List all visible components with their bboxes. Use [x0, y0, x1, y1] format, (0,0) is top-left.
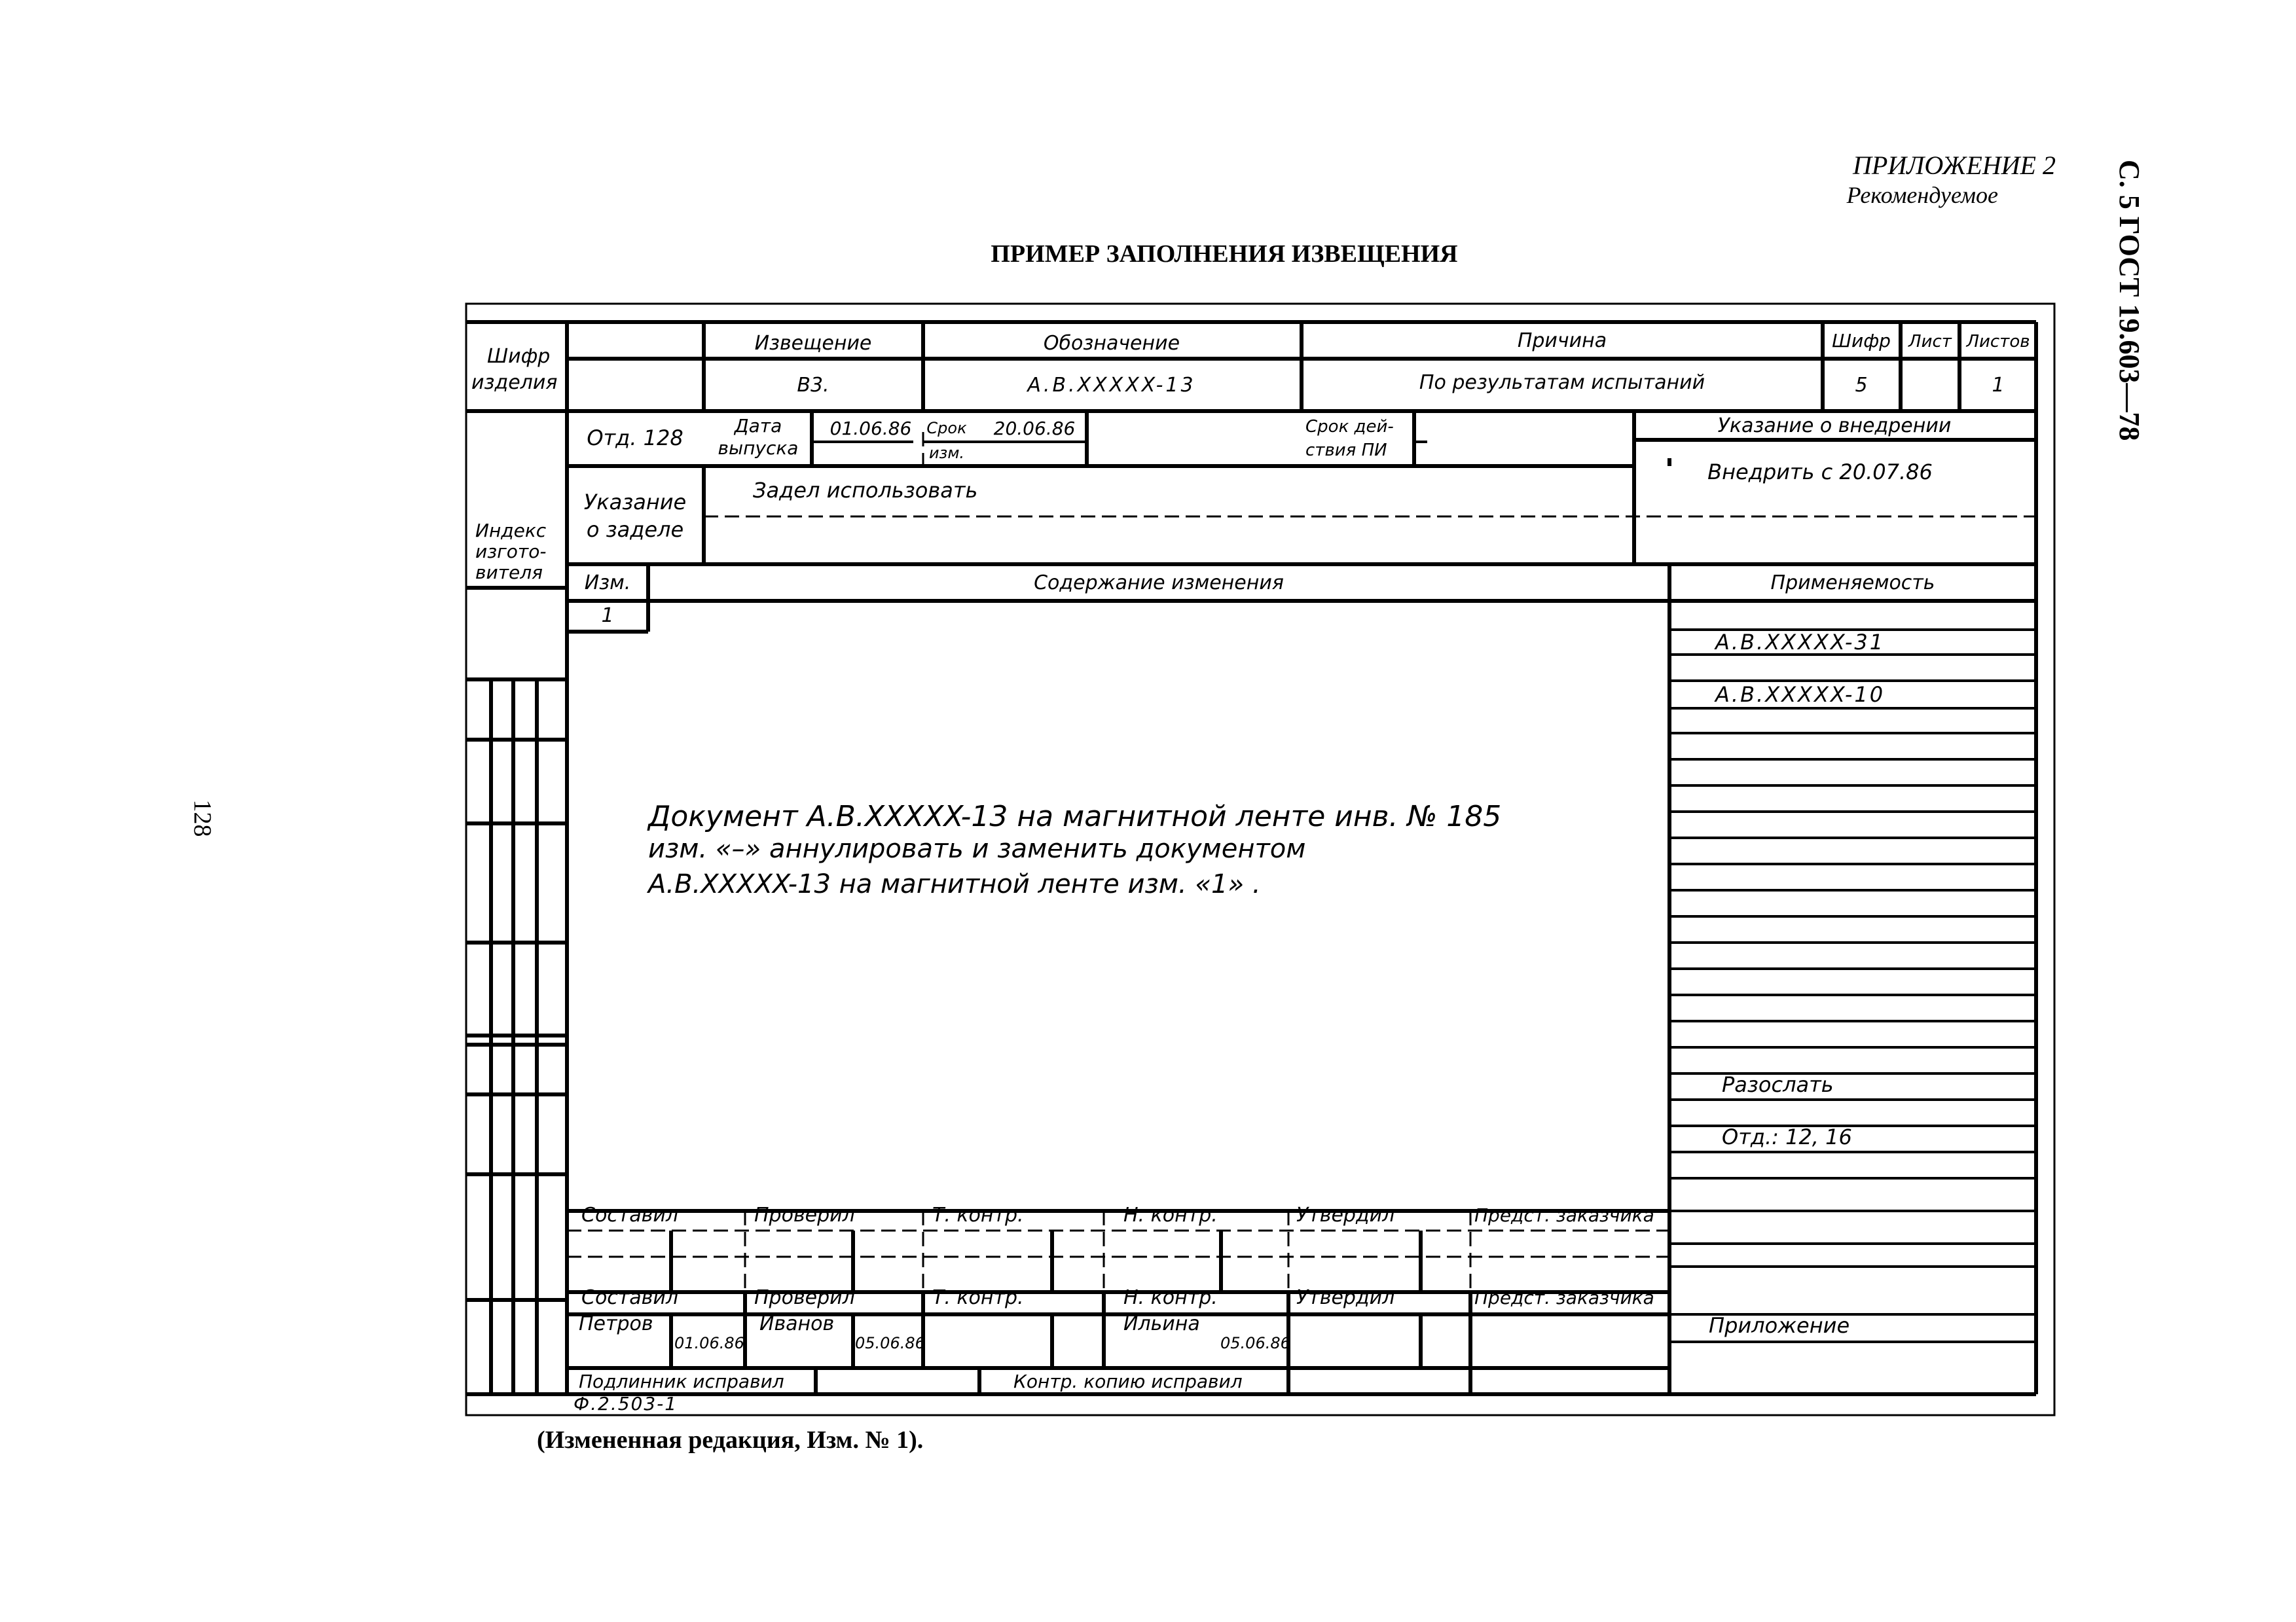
attachment-label: Приложение [1709, 1313, 1850, 1338]
change-term-value[interactable]: 20.06.86 [993, 418, 1076, 439]
sig-label-1b: Составил [581, 1286, 679, 1309]
change-text-line-2[interactable]: изм. «–» аннулировать и заменить документом [648, 834, 1306, 864]
change-no-label: Изм. [584, 571, 631, 594]
sheets-value[interactable]: 1 [1992, 374, 2005, 397]
signature-name-2[interactable]: Иванов [759, 1312, 835, 1335]
issue-date-label-2: выпуска [718, 437, 799, 459]
sig-label-4a: Н. контр. [1123, 1204, 1218, 1227]
code-label: Шифр [1832, 330, 1891, 351]
signature-name-1[interactable]: Петров [579, 1312, 653, 1335]
signature-date-2[interactable]: 05.06.86 [855, 1334, 925, 1352]
sig-label-2b: Проверил [754, 1286, 855, 1309]
change-text-line-3[interactable]: А.В.XXXXX-13 на магнитной ленте изм. «1» . [648, 869, 1261, 899]
backlog-label-1: Указание [583, 490, 687, 514]
reason-value[interactable]: По результатам испытаний [1419, 371, 1705, 394]
implementation-value[interactable]: Внедрить с 20.07.86 [1707, 460, 1933, 484]
validity-label-1: Срок дей- [1305, 417, 1394, 437]
sig-label-3a: Т. контр. [932, 1204, 1024, 1227]
applicability-label: Применяемость [1770, 571, 1935, 594]
send-to-label: Разослать [1722, 1072, 1834, 1097]
applicability-item-2[interactable]: А.В.XXXXX-10 [1715, 682, 1886, 707]
designation-label: Обозначение [1043, 332, 1180, 355]
side-page-number: 128 [189, 799, 216, 837]
change-no-value[interactable]: 1 [601, 604, 614, 627]
send-to-value[interactable]: Отд.: 12, 16 [1722, 1125, 1852, 1149]
sig-label-5a: Утвердил [1296, 1204, 1395, 1227]
issue-date-value[interactable]: 01.06.86 [829, 418, 912, 439]
content-label: Содержание изменения [1034, 571, 1284, 594]
sig-label-5b: Утвердил [1296, 1286, 1395, 1309]
change-term-label-2: изм. [928, 444, 965, 462]
code-value[interactable]: 5 [1855, 374, 1868, 397]
form-code: Ф.2.503-1 [574, 1393, 678, 1415]
issue-date-label-1: Дата [734, 415, 782, 437]
backlog-label-2: о заделе [586, 517, 684, 542]
sig-label-3b: Т. контр. [932, 1286, 1024, 1309]
backlog-value[interactable]: Задел использовать [753, 478, 978, 503]
footnote: (Измененная редакция, Изм. № 1). [537, 1426, 924, 1454]
sig-label-6a: Предст. заказчика [1474, 1204, 1654, 1226]
notice-value[interactable]: В3. [797, 374, 829, 397]
implementation-label: Указание о внедрении [1717, 414, 1952, 437]
signature-date-1[interactable]: 01.06.86 [674, 1334, 744, 1352]
maker-index-label-2: изгото- [475, 541, 547, 562]
change-term-label-1: Срок [926, 419, 967, 437]
sig-label-6b: Предст. заказчика [1474, 1287, 1654, 1308]
maker-index-label-1: Индекс [475, 520, 547, 541]
notice-label: Извещение [754, 332, 872, 355]
product-code-label-1: Шифр [487, 345, 551, 368]
applicability-item-1[interactable]: А.В.XXXXX-31 [1715, 630, 1886, 655]
appendix-status: Рекомендуемое [1846, 182, 1998, 208]
product-code-label-2: изделия [471, 371, 558, 394]
page-title: ПРИМЕР ЗАПОЛНЕНИЯ ИЗВЕЩЕНИЯ [991, 240, 1458, 268]
appendix-label: ПРИЛОЖЕНИЕ 2 [1853, 151, 2056, 180]
signature-name-4[interactable]: Ильина [1123, 1312, 1200, 1335]
control-copy-corrected-label: Контр. копию исправил [1013, 1371, 1243, 1392]
original-corrected-label: Подлинник исправил [579, 1371, 784, 1392]
validity-label-2: ствия ПИ [1305, 441, 1387, 460]
running-header: С. 5 ГОСТ 19.603—78 [2113, 160, 2145, 441]
sig-label-2a: Проверил [754, 1204, 855, 1227]
reason-label: Причина [1517, 329, 1607, 352]
sig-label-1a: Составил [581, 1204, 679, 1227]
sheets-label: Листов [1966, 332, 2030, 351]
maker-index-label-3: вителя [475, 562, 543, 583]
change-text-line-1[interactable]: Документ А.В.XXXXX-13 на магнитной ленте инв. № 185 [648, 800, 1502, 833]
signature-date-4[interactable]: 05.06.86 [1220, 1334, 1290, 1352]
designation-value[interactable]: А.В.XXXXX-13 [1027, 374, 1196, 397]
department-value[interactable]: Отд. 128 [587, 425, 683, 450]
sheet-label: Лист [1908, 332, 1952, 351]
sig-label-4b: Н. контр. [1123, 1286, 1218, 1309]
